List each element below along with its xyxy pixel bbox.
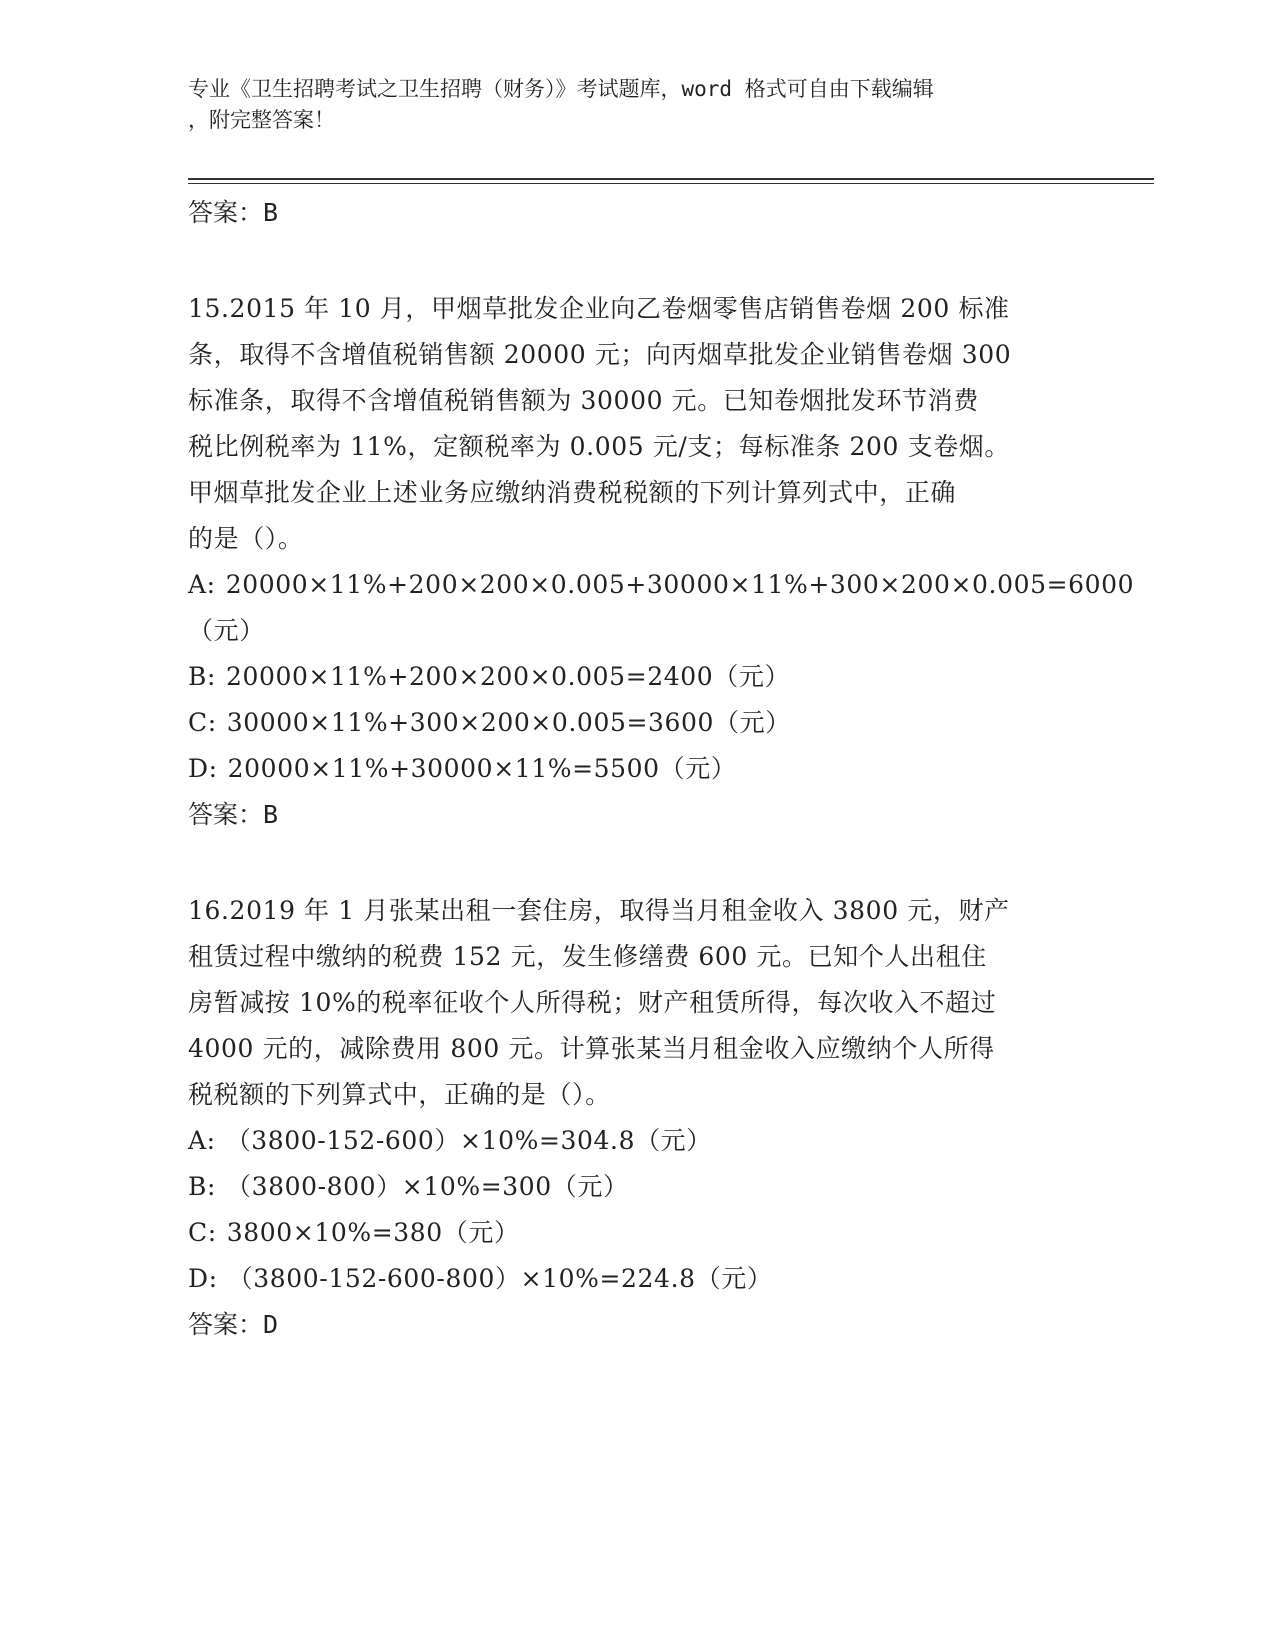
question-text: 税税额的下列算式中，正确的是（）。 — [188, 1080, 611, 1109]
question-text: 16.2019 年 1 月张某出租一套住房，取得当月租金收入 3800 元，财产 — [188, 896, 1010, 925]
option-label: C: — [188, 1218, 217, 1247]
option-label: B: — [188, 1172, 216, 1201]
header-divider — [188, 178, 1154, 180]
answer-label: 答案： — [188, 1310, 264, 1339]
question-block — [188, 286, 1135, 837]
option-d — [188, 746, 1118, 792]
question-text: 15.2015 年 10 月，甲烟草批发企业向乙卷烟零售店销售卷烟 200 标准 — [188, 294, 1010, 323]
answer-letter: B — [263, 800, 279, 829]
answer-line — [188, 190, 1118, 235]
question-text: 甲烟草批发企业上述业务应缴纳消费税税额的下列计算列式中，正确 — [188, 478, 957, 507]
option-a-continued: （元） — [188, 616, 265, 645]
document-header — [188, 74, 1088, 136]
option-text: （3800-152-600）×10%=304.8（元） — [225, 1126, 712, 1155]
answer-letter: B — [263, 198, 279, 227]
answer-letter: D — [263, 1310, 279, 1339]
option-d — [188, 1256, 1118, 1302]
option-c — [188, 1210, 1118, 1256]
option-text: 20000×11%+200×200×0.005+30000×11%+300×200×0.005=6000 — [225, 570, 1135, 599]
header-divider-thin — [188, 183, 1154, 184]
option-text: 20000×11%+30000×11%=5500（元） — [227, 754, 737, 783]
question-text: 租赁过程中缴纳的税费 152 元，发生修缮费 600 元。已知个人出租住 — [188, 942, 987, 971]
option-text: （3800-800）×10%=300（元） — [226, 1172, 629, 1201]
option-text: 3800×10%=380（元） — [226, 1218, 520, 1247]
option-b — [188, 654, 1118, 700]
answer-label: 答案： — [188, 198, 264, 227]
question-text: 4000 元的，减除费用 800 元。计算张某当月租金收入应缴纳个人所得 — [188, 1034, 995, 1063]
spacer — [188, 837, 1118, 888]
option-c — [188, 700, 1118, 746]
question-text: 的是（）。 — [188, 524, 304, 553]
question-text: 房暂减按 10%的税率征收个人所得税；财产租赁所得，每次收入不超过 — [188, 988, 997, 1017]
answer-label: 答案： — [188, 800, 264, 829]
question-content — [188, 190, 1135, 1347]
option-text: 20000×11%+200×200×0.005=2400（元） — [226, 662, 791, 691]
question-text: 标准条，取得不含增值税销售额为 30000 元。已知卷烟批发环节消费 — [188, 386, 979, 415]
option-text: 30000×11%+300×200×0.005=3600（元） — [226, 708, 791, 737]
spacer — [188, 235, 1118, 286]
option-b — [188, 1164, 1118, 1210]
question-block — [188, 888, 1118, 1347]
header-line: ，附完整答案！ — [188, 108, 335, 132]
header-line: 专业《卫生招聘考试之卫生招聘（财务）》考试题库，word 格式可自由下载编辑 — [188, 77, 934, 101]
option-label: A: — [188, 570, 216, 599]
answer-line — [188, 792, 1118, 837]
option-a — [188, 1118, 1118, 1164]
option-label: D: — [188, 754, 218, 783]
answer-line — [188, 1302, 1118, 1347]
option-text: （3800-152-600-800）×10%=224.8（元） — [227, 1264, 773, 1293]
option-label: D: — [188, 1264, 218, 1293]
option-label: B: — [188, 662, 216, 691]
question-text: 税比例税率为 11%，定额税率为 0.005 元/支；每标准条 200 支卷烟。 — [188, 432, 1011, 461]
option-label: A: — [188, 1126, 216, 1155]
option-label: C: — [188, 708, 217, 737]
question-text: 条，取得不含增值税销售额 20000 元；向丙烟草批发企业销售卷烟 300 — [188, 340, 1012, 369]
option-a — [188, 562, 1135, 608]
